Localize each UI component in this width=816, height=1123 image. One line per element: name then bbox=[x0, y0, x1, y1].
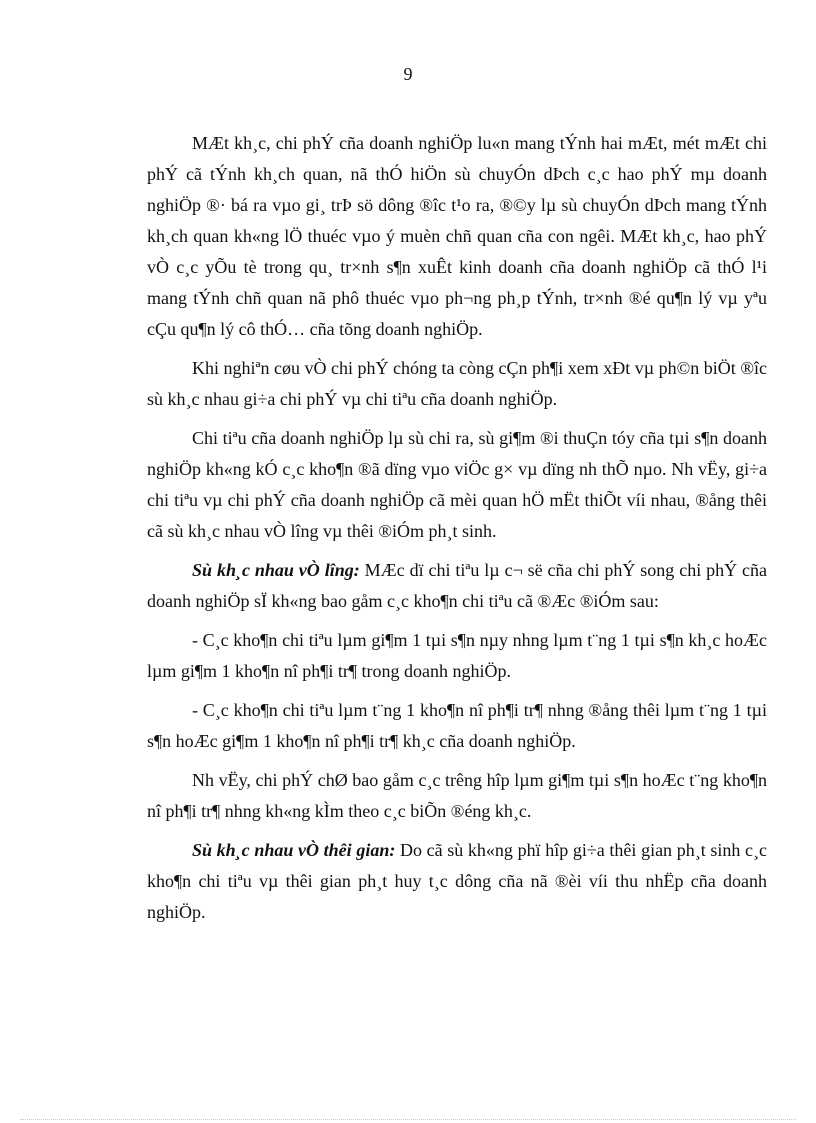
paragraph-cost-nature: MÆt kh¸c, chi phÝ cña doanh nghiÖp lu«n mang tÝnh hai mÆt, mét mÆt chi phÝ cã tÝnh kh¸ch quan, nã thÓ hiÖn sù chuyÓn dÞch c¸c hao phÝ mµ doanh nghiÖp ®· bá ra vµo gi¸ trÞ sö dông ®îc t¹o ra, ®©y lµ sù chuyÓn dÞch mang tÝnh kh¸ch quan kh«ng lÖ thuéc vµo ý muèn chñ quan cña con ngêi. MÆt kh¸c, hao phÝ vÒ c¸c yÕu tè trong qu¸ tr×nh s¶n xuÊt kinh doanh cña doanh nghiÖp cã thÓ l¹i mang tÝnh chñ quan nã phô thuéc vµo ph¬ng ph¸p tÝnh, tr×nh ®é qu¶n lý vµ yªu cÇu qu¶n lý cô thÓ… cña tõng doanh nghiÖp. bbox=[147, 133, 767, 339]
document-body bbox=[147, 128, 767, 936]
heading-difference-amount: Sù kh¸c nhau vÒ lîng: bbox=[192, 560, 360, 580]
paragraph-difference-time bbox=[147, 835, 767, 928]
bullet-item-2: - C¸c kho¶n chi tiªu lµm t¨ng 1 kho¶n nî ph¶i tr¶ nhng ®ång thêi lµm t¨ng 1 tµi s¶n hoÆc gi¶m 1 kho¶n nî ph¶i tr¶ kh¸c cña doanh nghiÖp. bbox=[147, 700, 767, 751]
paragraph-difference-amount bbox=[147, 555, 767, 617]
paragraph-cost-vs-spending: Khi nghiªn cøu vÒ chi phÝ chóng ta còng cÇn ph¶i xem xÐt vµ ph©n biÖt ®îc sù kh¸c nhau gi÷a chi phÝ vµ chi tiªu cña doanh nghiÖp. bbox=[147, 358, 767, 409]
paragraph-spending-definition: Chi tiªu cña doanh nghiÖp lµ sù chi ra, sù gi¶m ®i thuÇn tóy cña tµi s¶n doanh nghiÖp kh«ng kÓ c¸c kho¶n ®ã dïng vµo viÖc g× vµ dïng nh thÕ nµo. Nh vËy, gi÷a chi tiªu vµ chi phÝ cña doanh nghiÖp cã mèi quan hÖ mËt thiÕt víi nhau, ®ång thêi cã sù kh¸c nhau vÒ lîng vµ thêi ®iÓm ph¸t sinh. bbox=[147, 428, 767, 541]
heading-difference-time: Sù kh¸c nhau vÒ thêi gian: bbox=[192, 840, 396, 860]
difference-time-text: Do cã sù kh«ng phï hîp gi÷a thêi gian ph¸t sinh c¸c kho¶n chi tiªu vµ thêi gian ph¸t huy t¸c dông cña nã ®èi víi thu nhËp cña doanh nghiÖp. bbox=[147, 840, 768, 922]
difference-amount-text: MÆc dï chi tiªu lµ c¬ së cña chi phÝ song chi phÝ cña doanh nghiÖp sÏ kh«ng bao gåm c¸c kho¶n chi tiªu cã ®Æc ®iÓm sau: bbox=[147, 560, 768, 611]
bullet-item-1: - C¸c kho¶n chi tiªu lµm gi¶m 1 tµi s¶n nµy nhng lµm t¨ng 1 tµi s¶n kh¸c hoÆc lµm gi¶m 1 kho¶n nî ph¶i tr¶ trong doanh nghiÖp. bbox=[147, 630, 767, 681]
footer-divider bbox=[20, 1119, 796, 1120]
paragraph-summary: Nh vËy, chi phÝ chØ bao gåm c¸c trêng hîp lµm gi¶m tµi s¶n hoÆc t¨ng kho¶n nî ph¶i tr¶ nhng kh«ng kÌm theo c¸c biÕn ®éng kh¸c. bbox=[147, 770, 767, 821]
page-number: 9 bbox=[403, 64, 413, 84]
